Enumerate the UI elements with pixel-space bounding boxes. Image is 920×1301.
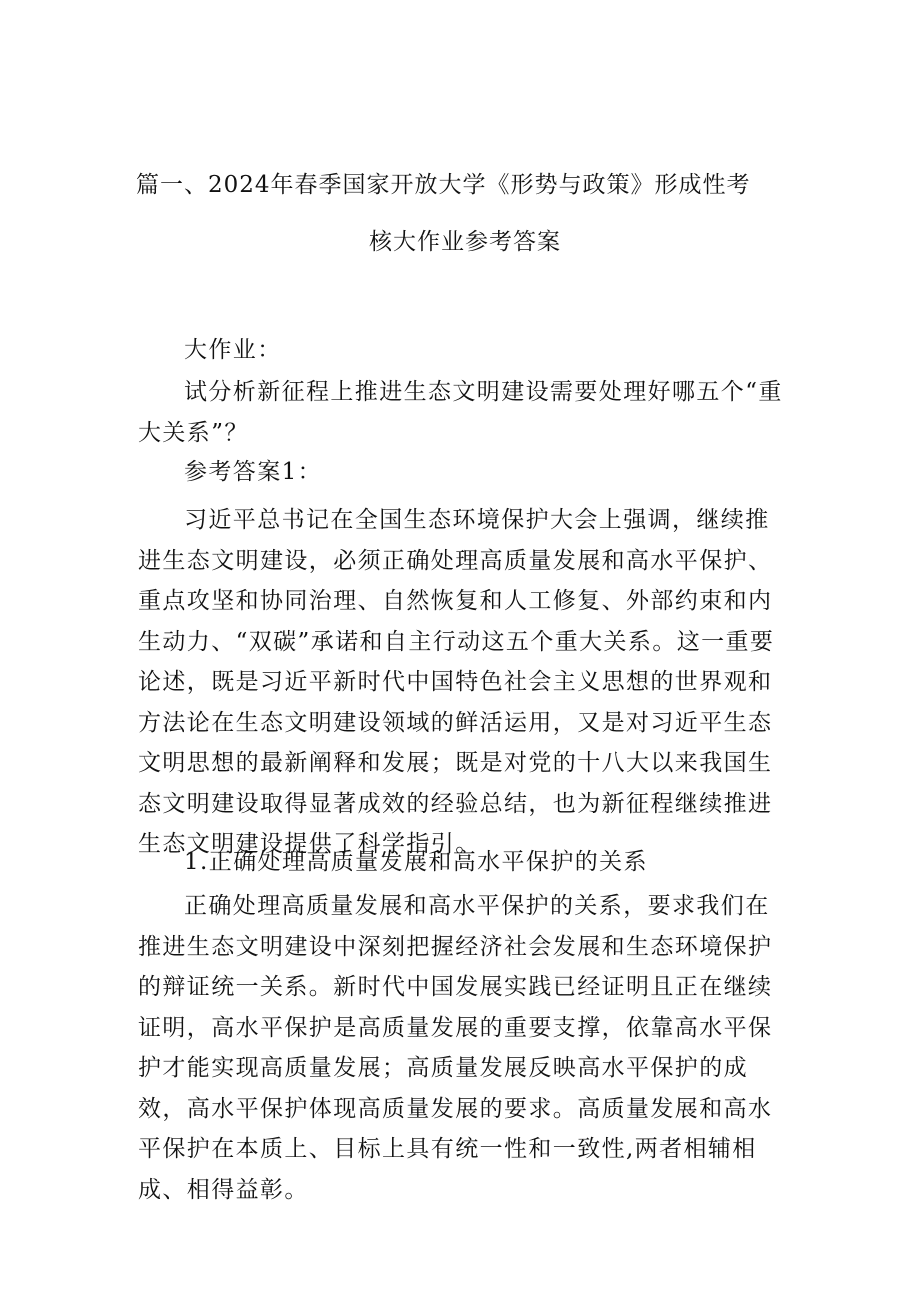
section-heading-1: 1.正确处理高质量发展和高水平保护的关系 (184, 849, 648, 875)
assignment-label: 大作业： (184, 337, 282, 363)
answer-paragraph-section-1: 正确处理高质量发展和高水平保护的关系，要求我们在推进生态文明建设中深刻把握经济社会发展和生态环境保护的辩证统一关系。新时代中国发展实践已经证明且正在继续证明，高水平保护是高质量发展的重要支撑，依靠高水平保护才能实现高质量发展；高质量发展反映高水平保护的成效，高水平保护体现高质量发展的要求。高质量发展和高水平保护在本质上、目标上具有统一性和一致性,两者相辅相成、相得益彰。 (138, 893, 773, 1203)
assignment-question: 试分析新征程上推进生态文明建设需要处理好哪五个“重大关系”？ (138, 379, 783, 446)
document-title-line-2: 核大作业参考答案 (369, 229, 561, 255)
reference-answer-label: 参考答案1： (184, 459, 323, 485)
document-title-line-1: 篇一、2024年春季国家开放大学《形势与政策》形成性考 (136, 172, 751, 198)
answer-paragraph-intro: 习近平总书记在全国生态环境保护大会上强调，继续推进生态文明建设，必须正确处理高质量发展和高水平保护、重点攻坚和协同治理、自然恢复和人工修复、外部约束和内生动力、“双碳”承诺和自主行动这五个重大关系。这一重要论述，既是习近平新时代中国特色社会主义思想的世界观和方法论在生态文明建设领域的鲜活运用，又是对习近平生态文明思想的最新阐释和发展；既是对党的十八大以来我国生态文明建设取得显著成效的经验总结，也为新征程继续推进生态文明建设提供了科学指引。 (138, 507, 775, 857)
